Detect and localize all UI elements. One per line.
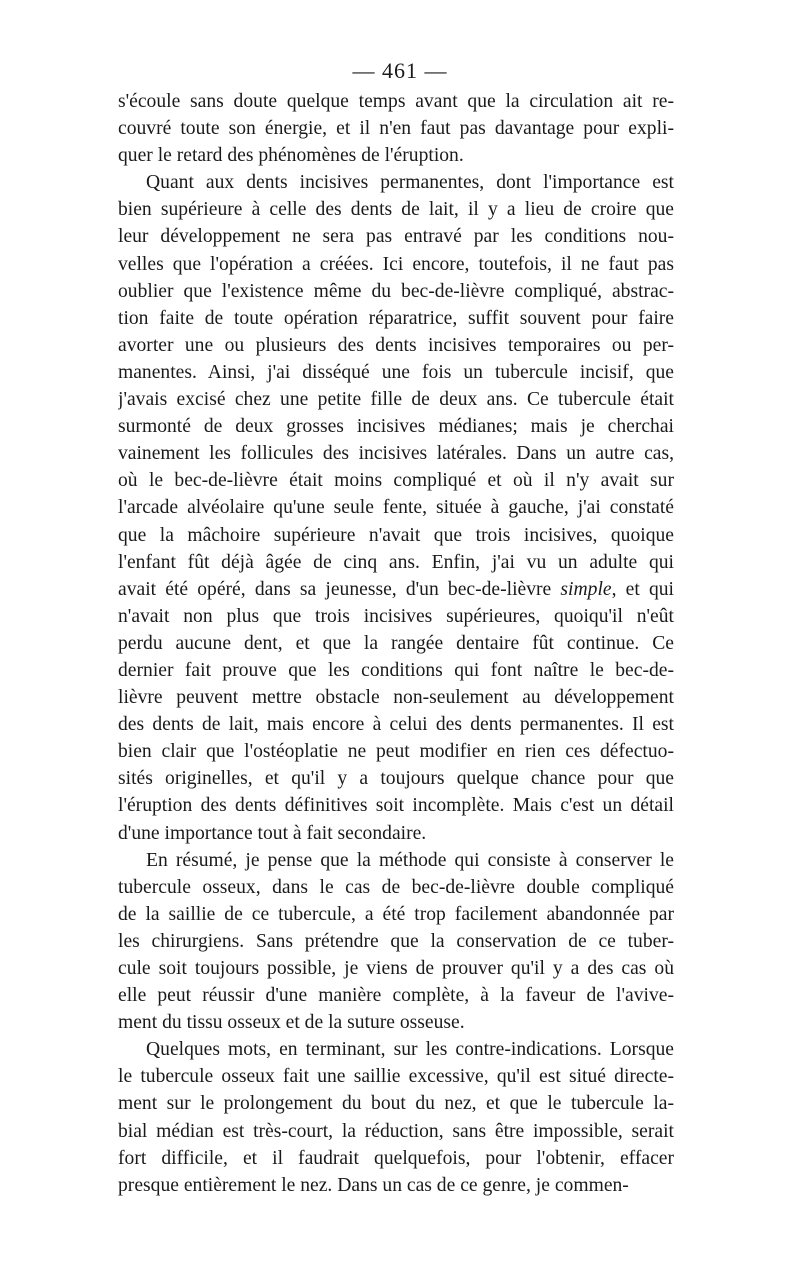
text-line: perdu aucune dent, et que la rangée dentaire fût continue. Ce <box>118 632 674 654</box>
paragraph <box>118 169 674 846</box>
text-line: avait été opéré, dans sa jeunesse, d'un bec-de-lièvre simple, et qui <box>118 578 674 600</box>
text-line: oublier que l'existence même du bec-de-lièvre compliqué, abstrac- <box>118 280 674 302</box>
text-line: l'arcade alvéolaire qu'une seule fente, située à gauche, j'ai constaté <box>118 497 674 519</box>
text-line: lièvre peuvent mettre obstacle non-seulement au développement <box>118 687 674 709</box>
text-line: vainement les follicules des incisives latérales. Dans un autre cas, <box>118 443 674 465</box>
text-line: ment sur le prolongement du bout du nez, et que le tubercule la- <box>118 1093 674 1115</box>
text-line: sités originelles, et qu'il y a toujours quelque chance pour que <box>118 768 674 790</box>
text-line: elle peut réussir d'une manière complète, à la faveur de l'avive- <box>118 985 674 1007</box>
text-line: manentes. Ainsi, j'ai disséqué une fois un tubercule incisif, que <box>118 361 674 383</box>
text-line: velles que l'opération a créées. Ici encore, toutefois, il ne faut pas <box>118 253 674 275</box>
text-line: En résumé, je pense que la méthode qui consiste à conserver le <box>146 849 674 871</box>
text-line: tubercule osseux, dans le cas de bec-de-lièvre double compliqué <box>118 876 674 898</box>
text-line: couvré toute son énergie, et il n'en faut pas davantage pour expli- <box>118 118 674 140</box>
text-line: ment du tissu osseux et de la suture osseuse. <box>118 1012 465 1034</box>
text-line: bial médian est très-court, la réduction, sans être impossible, serait <box>118 1120 674 1142</box>
text-line: tion faite de toute opération réparatrice, suffit souvent pour faire <box>118 307 674 329</box>
text-line: presque entièrement le nez. Dans un cas de ce genre, je commen- <box>118 1174 629 1196</box>
page-number: — 461 — <box>352 58 448 83</box>
paragraph <box>118 1036 674 1199</box>
text-line: des dents de lait, mais encore à celui des dents permanentes. Il est <box>118 714 674 736</box>
text-line: cule soit toujours possible, je viens de prouver qu'il y a des cas où <box>118 958 674 979</box>
text-line: leur développement ne sera pas entravé par les conditions nou- <box>118 226 674 248</box>
body-text <box>118 88 674 1199</box>
text-line: avorter une ou plusieurs des dents incisives temporaires ou per- <box>118 334 674 356</box>
text-line: que la mâchoire supérieure n'avait que trois incisives, quoique <box>118 524 674 546</box>
text-line: le tubercule osseux fait une saillie excessive, qu'il est situé directe- <box>118 1066 674 1088</box>
text-line: de la saillie de ce tubercule, a été trop facilement abandonnée par <box>118 903 674 925</box>
text-line: bien clair que l'ostéoplatie ne peut modifier en rien ces défectuo- <box>118 741 674 763</box>
text-line: d'une importance tout à fait secondaire. <box>118 822 427 844</box>
paragraph <box>118 847 674 1037</box>
text-line: j'avais excisé chez une petite fille de deux ans. Ce tubercule était <box>118 389 674 411</box>
text-line: Quelques mots, en terminant, sur les contre-indications. Lorsque <box>146 1039 674 1061</box>
emphasis: simple <box>560 578 612 600</box>
text-line: l'enfant fût déjà âgée de cinq ans. Enfin, j'ai vu un adulte qui <box>118 551 674 573</box>
text-line: bien supérieure à celle des dents de lait, il y a lieu de croire que <box>118 199 674 221</box>
text-line: s'écoule sans doute quelque temps avant que la circulation ait re- <box>118 91 674 112</box>
text-line: Quant aux dents incisives permanentes, dont l'importance est <box>146 172 674 194</box>
text-line: où le bec-de-lièvre était moins compliqué et où il n'y avait sur <box>118 470 674 492</box>
text-line: dernier fait prouve que les conditions qui font naître le bec-de- <box>118 659 674 681</box>
text-line: quer le retard des phénomènes de l'éruption. <box>118 145 464 167</box>
paragraph <box>118 88 674 169</box>
text-line: les chirurgiens. Sans prétendre que la conservation de ce tuber- <box>118 930 674 952</box>
text-line: n'avait non plus que trois incisives supérieures, quoiqu'il n'eût <box>118 605 674 627</box>
text-line: fort difficile, et il faudrait quelquefois, pour l'obtenir, effacer <box>118 1147 674 1169</box>
text-line: l'éruption des dents définitives soit incomplète. Mais c'est un détail <box>118 795 674 817</box>
text-line: surmonté de deux grosses incisives médianes; mais je cherchai <box>118 416 674 438</box>
